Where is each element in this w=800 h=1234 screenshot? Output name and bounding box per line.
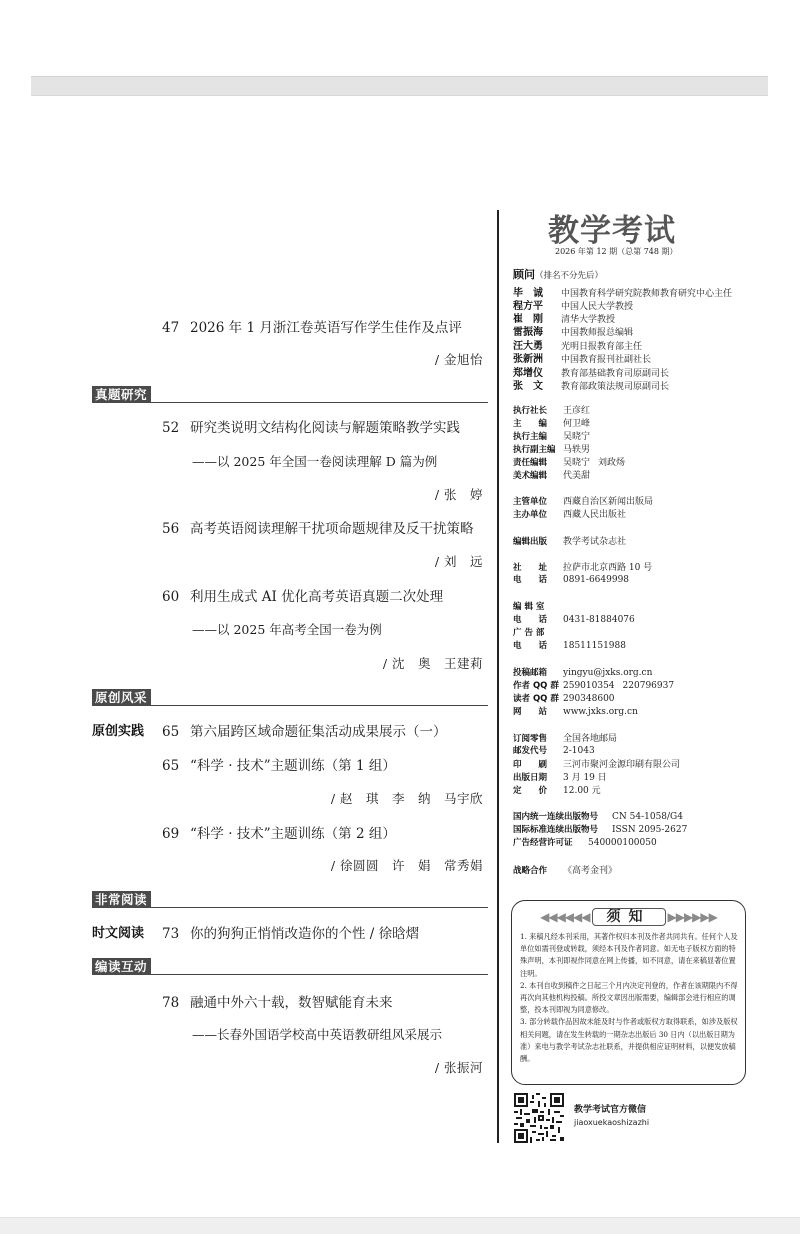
office-row bbox=[513, 613, 635, 625]
info-value: 0431-81884076 bbox=[563, 615, 635, 625]
info-key: 电 话 bbox=[513, 641, 548, 651]
article-author: / 徐圆圆 许 娟 常秀娟 bbox=[330, 858, 483, 873]
advisor-role: 中国人民大学教授 bbox=[561, 302, 634, 312]
contact-row bbox=[513, 679, 674, 691]
top-toolbar-strip bbox=[31, 76, 768, 96]
article-subtitle bbox=[162, 620, 382, 638]
page-number: 65 bbox=[162, 724, 180, 740]
info-value: 220796937 bbox=[622, 681, 675, 691]
notice-paragraph: 3. 部分转载作品因故未能及时与作者或版权方取得联系，如涉及版权相关问题，请在发生转载的一期杂志出版后 30 日内（以出版日期为准）来电与教学考试杂志社联系，并提供相应证明材料，以便发放稿酬。 bbox=[520, 1017, 738, 1064]
info-key: 电 话 bbox=[513, 575, 548, 585]
info-value: 全国各地邮局 bbox=[563, 734, 618, 744]
column-divider bbox=[497, 210, 499, 1143]
staff-name: 吴晓宁 bbox=[563, 432, 591, 442]
advisor-heading bbox=[513, 266, 603, 282]
subtitle-text: ——以 2025 年全国一卷阅读理解 D 篇为例 bbox=[192, 454, 438, 469]
info-key: 作者 QQ 群 bbox=[513, 681, 559, 691]
info-key: 国内统一连续出版物号 bbox=[513, 812, 599, 822]
staff-name: 刘政炀 bbox=[598, 458, 626, 468]
dist-row bbox=[513, 744, 595, 756]
advisor-name: 崔 刚 bbox=[513, 314, 543, 325]
info-value: 12.00 元 bbox=[563, 786, 601, 796]
staff-row bbox=[513, 442, 590, 455]
website-link[interactable]: www.jxks.org.cn bbox=[563, 707, 638, 717]
advisor-name: 毕 诚 bbox=[513, 288, 543, 299]
magazine-logo: 教学考试 bbox=[548, 213, 676, 249]
advisor-role: 教育部基础教育司原副司长 bbox=[561, 369, 670, 379]
partner-row bbox=[513, 863, 617, 876]
article-author: / 张振河 bbox=[434, 1060, 483, 1075]
page-number: 60 bbox=[162, 589, 180, 605]
advisor-row bbox=[513, 350, 651, 365]
wechat-title: 教学考试官方微信 bbox=[574, 1105, 647, 1115]
page-number: 69 bbox=[162, 826, 180, 842]
advisor-role: 清华大学教授 bbox=[561, 315, 616, 325]
article-subtitle bbox=[162, 452, 437, 470]
info-key: 战略合作 bbox=[513, 866, 548, 876]
advisor-row bbox=[513, 377, 669, 392]
staff-name: 王彦红 bbox=[563, 406, 591, 416]
page-number: 56 bbox=[162, 521, 180, 537]
section-header-yuanchuang bbox=[92, 687, 488, 706]
article-author: / 张 婷 bbox=[434, 487, 483, 502]
section-label: 真题研究 bbox=[92, 386, 151, 403]
article-title: 你的狗狗正悄悄改造你的个性 / 徐晗熠 bbox=[190, 926, 420, 942]
article-title: 高考英语阅读理解干扰项命题规律及反干扰策略 bbox=[190, 521, 474, 537]
address-row bbox=[513, 573, 629, 585]
info-key: 邮发代号 bbox=[513, 746, 548, 756]
info-value: 三河市聚河金源印刷有限公司 bbox=[563, 760, 681, 770]
info-value: 18511151988 bbox=[563, 641, 626, 651]
page-number: 47 bbox=[162, 320, 180, 336]
toc-entry-73[interactable] bbox=[162, 922, 419, 942]
staff-title: 执行副主编 bbox=[513, 445, 556, 455]
toc-entry-47[interactable] bbox=[162, 316, 462, 336]
org-row bbox=[513, 507, 626, 520]
staff-title: 美术编辑 bbox=[513, 471, 548, 481]
info-key: 网 站 bbox=[513, 707, 548, 717]
info-key: 社 址 bbox=[513, 563, 548, 573]
toc-entry-65b[interactable] bbox=[162, 754, 396, 774]
staff-name: 何卫峰 bbox=[563, 419, 591, 429]
contact-row bbox=[513, 666, 652, 678]
page-number: 73 bbox=[162, 926, 180, 942]
number-row bbox=[513, 836, 657, 848]
advisor-name: 程方平 bbox=[513, 301, 543, 312]
notice-paragraph: 2. 本刊自收到稿件之日起三个月内决定刊登的，作者在该期限内不得再次向其他机构投稿。所投文章因出版需要，编辑部会进行相应的调整，投本刊即视为同意修改。 bbox=[520, 980, 738, 1015]
notice-paragraph: 1. 来稿凡经本刊采用，其著作权归本刊及作者共同共有。任何个人及单位如需刊登或转载，须经本刊及作者同意。如无电子版权方面的特殊声明，本刊即视作同意在网上传播，如不同意，请在来稿显著位置注明。 bbox=[520, 932, 738, 978]
info-key: 广 告 部 bbox=[513, 628, 545, 638]
section-label: 编读互动 bbox=[92, 958, 151, 975]
advisor-name: 汪大勇 bbox=[513, 341, 543, 352]
info-value: 教学考试杂志社 bbox=[563, 537, 627, 547]
notice-body bbox=[520, 931, 740, 1065]
info-value: 西藏自治区新闻出版局 bbox=[563, 497, 654, 507]
notice-box bbox=[511, 900, 746, 1085]
section-label: 原创风采 bbox=[92, 689, 151, 706]
advisor-role: 光明日报教育部主任 bbox=[561, 342, 643, 352]
info-value: 《高考金刊》 bbox=[563, 866, 618, 876]
info-key: 主管单位 bbox=[513, 497, 548, 507]
staff-title: 执行社长 bbox=[513, 406, 548, 416]
office-row bbox=[513, 639, 626, 651]
right-arrows-icon: ▶▶▶▶▶▶ bbox=[667, 910, 717, 924]
dist-row bbox=[513, 770, 607, 783]
staff-row bbox=[513, 455, 625, 468]
publisher-row bbox=[513, 534, 626, 547]
office-row bbox=[513, 626, 563, 638]
toc-entry-52[interactable] bbox=[162, 416, 460, 436]
dist-row bbox=[513, 731, 617, 744]
staff-row bbox=[513, 429, 590, 442]
article-title: 研究类说明文结构化阅读与解题策略教学实践 bbox=[190, 420, 460, 436]
section-header-biandu bbox=[92, 956, 488, 975]
advisor-role: 中国教育科学研究院教师教育研究中心主任 bbox=[561, 289, 733, 299]
article-title: “科学 · 技术”主题训练（第 2 组） bbox=[190, 826, 396, 842]
advisor-name: 张新洲 bbox=[513, 354, 543, 365]
article-title: 2026 年 1 月浙江卷英语写作学生佳作及点评 bbox=[190, 320, 462, 336]
article-author: / 沈 奥 王建莉 bbox=[382, 656, 483, 671]
wechat-qr-code-icon[interactable] bbox=[514, 1093, 564, 1143]
info-key: 主办单位 bbox=[513, 510, 548, 520]
staff-row bbox=[513, 416, 590, 429]
staff-name: 代美甜 bbox=[563, 471, 591, 481]
dist-row bbox=[513, 757, 680, 770]
advisor-note: （排名不分先后） bbox=[535, 271, 604, 281]
subsection-label-shiwen: 时文阅读 bbox=[92, 926, 145, 941]
advisor-role: 中国教师报总编辑 bbox=[561, 328, 634, 338]
bottom-strip bbox=[0, 1217, 800, 1234]
subtitle-text: ——长春外国语学校高中英语教研组风采展示 bbox=[192, 1027, 443, 1042]
info-key: 编辑出版 bbox=[513, 537, 548, 547]
article-title: 利用生成式 AI 优化高考英语真题二次处理 bbox=[190, 589, 444, 605]
advisor-role: 中国教育报刊社副社长 bbox=[561, 355, 652, 365]
article-title: 第六届跨区域命题征集活动成果展示（一） bbox=[190, 724, 447, 740]
info-key: 国际标准连续出版物号 bbox=[513, 825, 599, 835]
info-key: 编 辑 室 bbox=[513, 602, 545, 612]
number-row bbox=[513, 823, 687, 835]
office-row bbox=[513, 600, 563, 612]
toc-entry-56[interactable] bbox=[162, 517, 474, 537]
info-value: 西藏人民出版社 bbox=[563, 510, 627, 520]
staff-title: 责任编辑 bbox=[513, 458, 548, 468]
section-header-feichang bbox=[92, 889, 488, 908]
address-row bbox=[513, 560, 652, 573]
section-label: 非常阅读 bbox=[92, 891, 151, 908]
info-value: 0891-6649998 bbox=[563, 575, 630, 585]
notice-title: 须知 bbox=[592, 908, 666, 926]
info-key: 投稿邮箱 bbox=[513, 668, 548, 678]
info-value: CN 54-1058/G4 bbox=[612, 812, 683, 822]
email-link[interactable]: yingyu@jxks.org.cn bbox=[563, 668, 653, 678]
staff-title: 执行主编 bbox=[513, 432, 548, 442]
info-key: 电 话 bbox=[513, 615, 548, 625]
staff-row bbox=[513, 403, 590, 416]
advisor-role: 教育部政策法规司原副司长 bbox=[561, 382, 670, 392]
advisor-row bbox=[513, 323, 633, 338]
article-subtitle bbox=[162, 1025, 442, 1043]
info-key: 出版日期 bbox=[513, 773, 548, 783]
info-value: 拉萨市北京西路 10 号 bbox=[563, 563, 653, 573]
toc-entry-78[interactable] bbox=[162, 991, 393, 1011]
article-title: “科学 · 技术”主题训练（第 1 组） bbox=[190, 758, 396, 774]
advisor-label: 顾问 bbox=[513, 268, 535, 281]
contact-row bbox=[513, 692, 615, 704]
info-value: 2-1043 bbox=[563, 746, 595, 756]
notice-header bbox=[512, 906, 745, 926]
article-author: / 赵 琪 李 纳 马宇欣 bbox=[330, 791, 483, 806]
contact-row bbox=[513, 705, 638, 717]
article-title: 融通中外六十载，数智赋能育未来 bbox=[190, 995, 393, 1011]
org-row bbox=[513, 494, 653, 507]
page-number: 78 bbox=[162, 995, 180, 1011]
issue-number: 2026 年第 12 期（总第 748 期） bbox=[555, 247, 678, 256]
article-author: / 刘 远 bbox=[434, 554, 483, 569]
number-row bbox=[513, 810, 683, 822]
subtitle-text: ——以 2025 年高考全国一卷为例 bbox=[192, 622, 382, 637]
info-key: 印 刷 bbox=[513, 760, 548, 770]
article-author: / 金旭怡 bbox=[434, 352, 483, 367]
staff-row bbox=[513, 468, 590, 481]
toc-entry-60[interactable] bbox=[162, 585, 443, 605]
toc-entry-65a[interactable] bbox=[162, 720, 447, 740]
staff-name: 马轶男 bbox=[563, 445, 591, 455]
info-value: 290348600 bbox=[563, 694, 615, 704]
left-arrows-icon: ◀◀◀◀◀◀ bbox=[540, 910, 590, 924]
advisor-name: 郑增仪 bbox=[513, 368, 543, 379]
dist-row bbox=[513, 783, 601, 796]
advisor-name: 张 文 bbox=[513, 381, 543, 392]
staff-title: 主 编 bbox=[513, 419, 548, 429]
advisor-name: 雷振海 bbox=[513, 327, 543, 338]
wechat-id: jiaoxuekaoshizazhi bbox=[574, 1118, 650, 1127]
page-number: 52 bbox=[162, 420, 180, 436]
info-value: 3 月 19 日 bbox=[563, 773, 607, 783]
info-key: 定 价 bbox=[513, 786, 548, 796]
info-key: 广告经营许可证 bbox=[513, 838, 573, 848]
info-key: 订阅零售 bbox=[513, 734, 548, 744]
info-key: 读者 QQ 群 bbox=[513, 694, 559, 704]
toc-entry-69[interactable] bbox=[162, 822, 396, 842]
info-value: 259010354 bbox=[563, 681, 615, 691]
info-value: ISSN 2095-2627 bbox=[612, 825, 688, 835]
subsection-label-yuanchuang: 原创实践 bbox=[92, 724, 145, 739]
section-header-zhenti bbox=[92, 384, 488, 403]
page-number: 65 bbox=[162, 758, 180, 774]
info-value: 540000100050 bbox=[588, 838, 657, 848]
staff-name: 吴晓宁 bbox=[563, 458, 591, 468]
